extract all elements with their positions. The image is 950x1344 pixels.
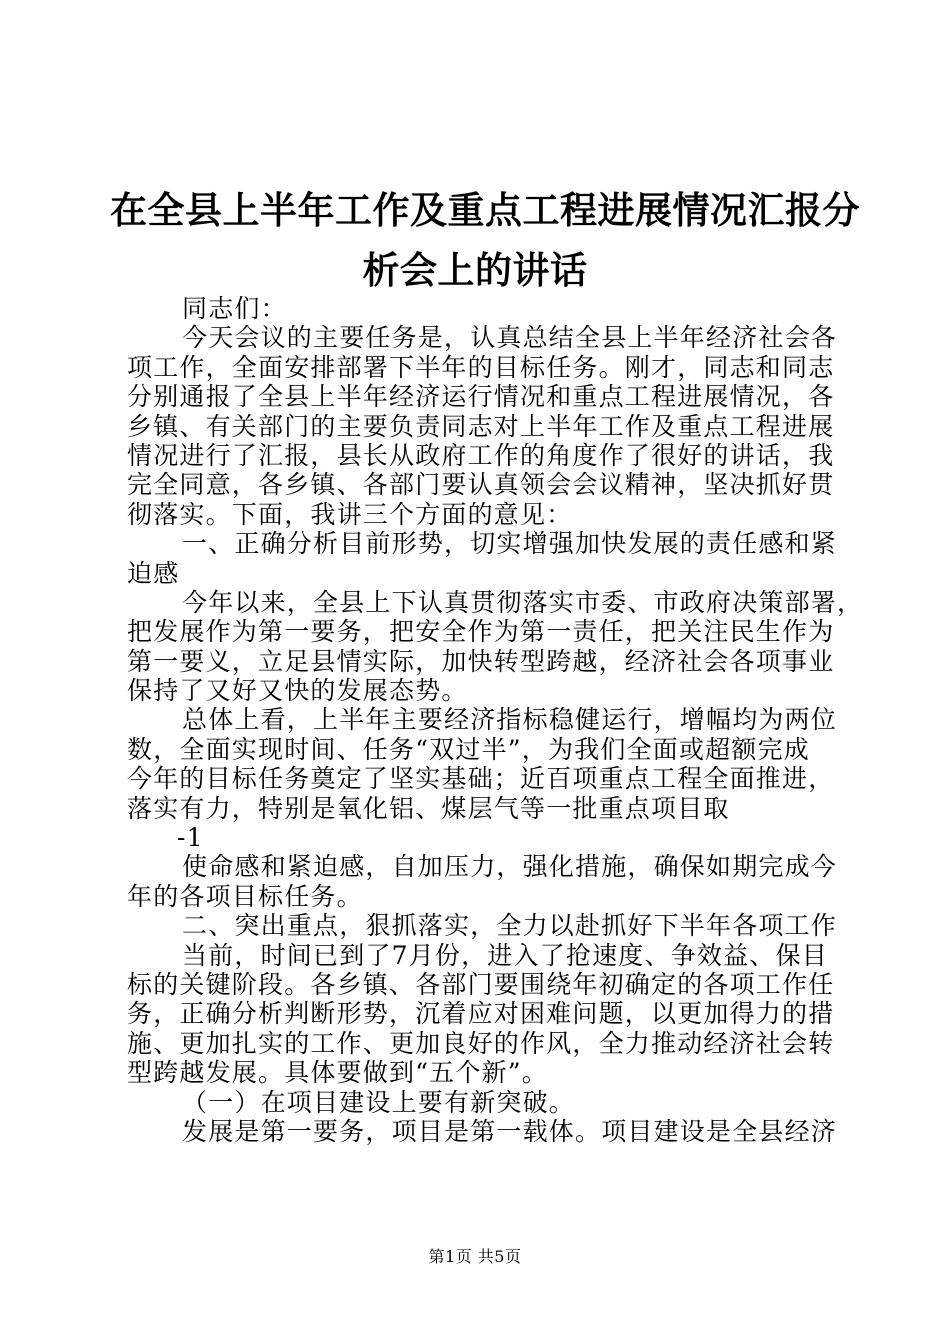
body-line: 把发展作为第一要务，把安全作为第一责任，把关注民生作为 xyxy=(127,617,835,647)
document-body xyxy=(127,294,864,1146)
body-line: 今年以来，全县上下认真贯彻落实市委、市政府决策部署， xyxy=(182,587,864,617)
body-line: 分别通报了全县上半年经济运行情况和重点工程进展情况，各 xyxy=(127,382,835,412)
body-line: 施、更加扎实的工作、更加良好的作风，全力推动经济社会转 xyxy=(127,1028,835,1058)
document-title-line-2: 析会上的讲话 xyxy=(362,248,588,292)
body-line: 型跨越发展。具体要做到“五个新”。 xyxy=(127,1058,548,1088)
body-line: 保持了又好又快的发展态势。 xyxy=(127,676,468,706)
body-line: 今年的目标任务奠定了坚实基础；近百项重点工程全面推进， xyxy=(127,764,835,794)
body-line: 数，全面实现时间、任务“双过半”，为我们全面或超额完成 xyxy=(127,734,810,764)
body-line: 乡镇、有关部门的主要负责同志对上半年工作及重点工程进展 xyxy=(127,411,835,441)
page-marker: -1 xyxy=(177,823,204,853)
body-line: 总体上看，上半年主要经济指标稳健运行，增幅均为两位 xyxy=(182,705,838,735)
body-line: 迫感 xyxy=(127,558,180,588)
body-line: （一）在项目建设上要有新突破。 xyxy=(182,1087,576,1117)
document-title-line-1: 在全县上半年工作及重点工程进展情况汇报分 xyxy=(110,188,860,232)
page-footer: 第1页 共5页 xyxy=(428,1247,522,1266)
body-line: 彻落实。下面，我讲三个方面的意见： xyxy=(127,499,573,529)
body-line: 当前，时间已到了7月份，进入了抢速度、争效益、保目 xyxy=(182,940,828,970)
body-line: 标的关键阶段。各乡镇、各部门要围绕年初确定的各项工作任 xyxy=(127,969,835,999)
body-line: 一、正确分析目前形势，切实增强加快发展的责任感和紧 xyxy=(182,529,838,559)
body-line: 完全同意，各乡镇、各部门要认真领会会议精神，坚决抓好贯 xyxy=(127,470,835,500)
body-line: 今天会议的主要任务是，认真总结全县上半年经济社会各 xyxy=(182,323,838,353)
body-line: 第一要义，立足县情实际，加快转型跨越，经济社会各项事业 xyxy=(127,646,835,676)
body-line: 落实有力，特别是氧化铝、煤层气等一批重点项目取 xyxy=(127,793,730,823)
body-line: 同志们： xyxy=(182,294,287,323)
body-line: 务，正确分析判断形势，沉着应对困难问题，以更加得力的措 xyxy=(127,999,835,1029)
body-line: 发展是第一要务，项目是第一载体。项目建设是全县经济 xyxy=(182,1116,838,1146)
body-line: 二、突出重点，狠抓落实，全力以赴抓好下半年各项工作 xyxy=(182,911,838,941)
body-line: 年的各项目标任务。 xyxy=(127,881,363,911)
body-line: 情况进行了汇报，县长从政府工作的角度作了很好的讲话，我 xyxy=(127,440,835,470)
body-line: 项工作，全面安排部署下半年的目标任务。刚才，同志和同志 xyxy=(127,352,835,382)
body-line: 使命感和紧迫感，自加压力，强化措施，确保如期完成今 xyxy=(182,852,838,882)
